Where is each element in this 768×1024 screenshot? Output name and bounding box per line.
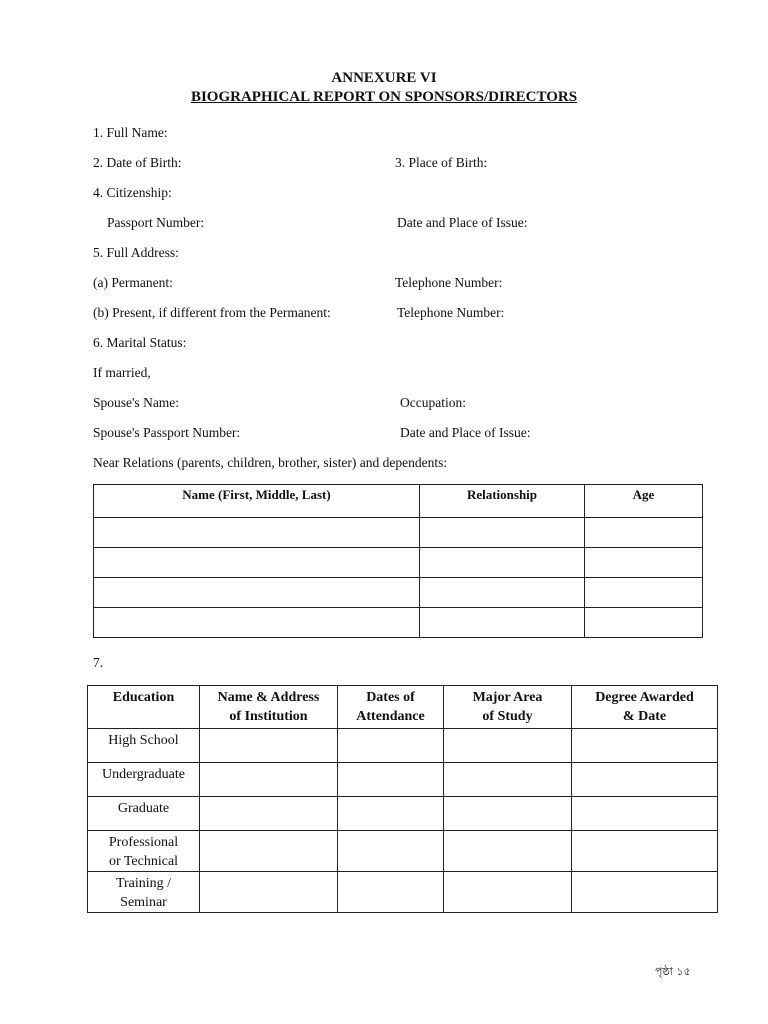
pob-label: 3. Place of Birth: [395, 155, 488, 170]
table-cell[interactable] [444, 872, 572, 913]
column-header-name: Name (First, Middle, Last) [94, 485, 420, 518]
column-header-institution: Name & Address of Institution [200, 686, 338, 729]
page-number: পৃষ্ঠা ১৫ [655, 965, 691, 978]
dob-label: 2. Date of Birth: [93, 155, 182, 170]
table-cell[interactable] [444, 729, 572, 763]
table-cell[interactable] [200, 729, 338, 763]
telephone-1-label: Telephone Number: [395, 275, 503, 290]
marital-label: 6. Marital Status: [93, 335, 187, 350]
table-row [88, 872, 718, 913]
table-cell[interactable] [338, 831, 444, 872]
table-cell[interactable] [585, 608, 703, 638]
table-header-row [94, 485, 703, 518]
address-label: 5. Full Address: [93, 245, 179, 260]
table-cell[interactable] [585, 578, 703, 608]
column-header-relationship: Relationship [420, 485, 585, 518]
table-row [94, 608, 703, 638]
table-cell[interactable] [94, 548, 420, 578]
table-cell[interactable] [338, 763, 444, 797]
table-cell[interactable] [200, 872, 338, 913]
table-cell[interactable] [94, 578, 420, 608]
table-cell[interactable] [572, 831, 718, 872]
table-cell[interactable] [200, 763, 338, 797]
table-cell[interactable] [94, 608, 420, 638]
table-row [94, 518, 703, 548]
column-header-degree: Degree Awarded & Date [572, 686, 718, 729]
annex-heading: ANNEXURE VI [331, 70, 437, 86]
column-header-major: Major Area of Study [444, 686, 572, 729]
table-cell[interactable] [200, 831, 338, 872]
table-cell[interactable] [338, 729, 444, 763]
relations-label: Near Relations (parents, children, brother, sister) and dependents: [93, 455, 448, 470]
table-cell[interactable] [338, 872, 444, 913]
table-cell[interactable] [444, 831, 572, 872]
spouse-name-label: Spouse's Name: [93, 395, 180, 410]
table-cell[interactable] [420, 608, 585, 638]
report-title: BIOGRAPHICAL REPORT ON SPONSORS/DIRECTORS [190, 89, 578, 105]
table-row [94, 578, 703, 608]
table-cell[interactable] [572, 729, 718, 763]
full-name-label: 1. Full Name: [93, 125, 168, 140]
table-cell[interactable] [572, 872, 718, 913]
row-label-training: Training / Seminar [88, 872, 200, 913]
telephone-2-label: Telephone Number: [397, 305, 505, 320]
permanent-label: (a) Permanent: [93, 275, 173, 290]
row-label-undergraduate: Undergraduate [88, 763, 200, 797]
table-cell[interactable] [200, 797, 338, 831]
column-header-education: Education [88, 686, 200, 729]
table-cell[interactable] [420, 578, 585, 608]
issue-label: Date and Place of Issue: [397, 215, 528, 230]
row-label-graduate: Graduate [88, 797, 200, 831]
table-row [88, 763, 718, 797]
table-row [94, 548, 703, 578]
table-row [88, 831, 718, 872]
if-married-label: If married, [93, 365, 151, 380]
table-row [88, 797, 718, 831]
table-header-row [88, 686, 718, 729]
present-label: (b) Present, if different from the Permanent: [93, 305, 331, 320]
table-cell[interactable] [94, 518, 420, 548]
table-cell[interactable] [420, 548, 585, 578]
column-header-dates: Dates of Attendance [338, 686, 444, 729]
column-header-age: Age [585, 485, 703, 518]
table-cell[interactable] [444, 763, 572, 797]
table-cell[interactable] [585, 548, 703, 578]
row-label-high-school: High School [88, 729, 200, 763]
section-7-label: 7. [93, 655, 104, 670]
occupation-label: Occupation: [400, 395, 466, 410]
table-cell[interactable] [572, 797, 718, 831]
spouse-passport-label: Spouse's Passport Number: [93, 425, 241, 440]
table-cell[interactable] [585, 518, 703, 548]
spouse-issue-label: Date and Place of Issue: [400, 425, 531, 440]
education-table [87, 685, 718, 913]
citizenship-label: 4. Citizenship: [93, 185, 172, 200]
row-label-professional: Professional or Technical [88, 831, 200, 872]
table-row [88, 729, 718, 763]
passport-label: Passport Number: [107, 215, 205, 230]
relations-table [93, 484, 703, 638]
table-cell[interactable] [572, 763, 718, 797]
table-cell[interactable] [338, 797, 444, 831]
table-cell[interactable] [420, 518, 585, 548]
table-cell[interactable] [444, 797, 572, 831]
